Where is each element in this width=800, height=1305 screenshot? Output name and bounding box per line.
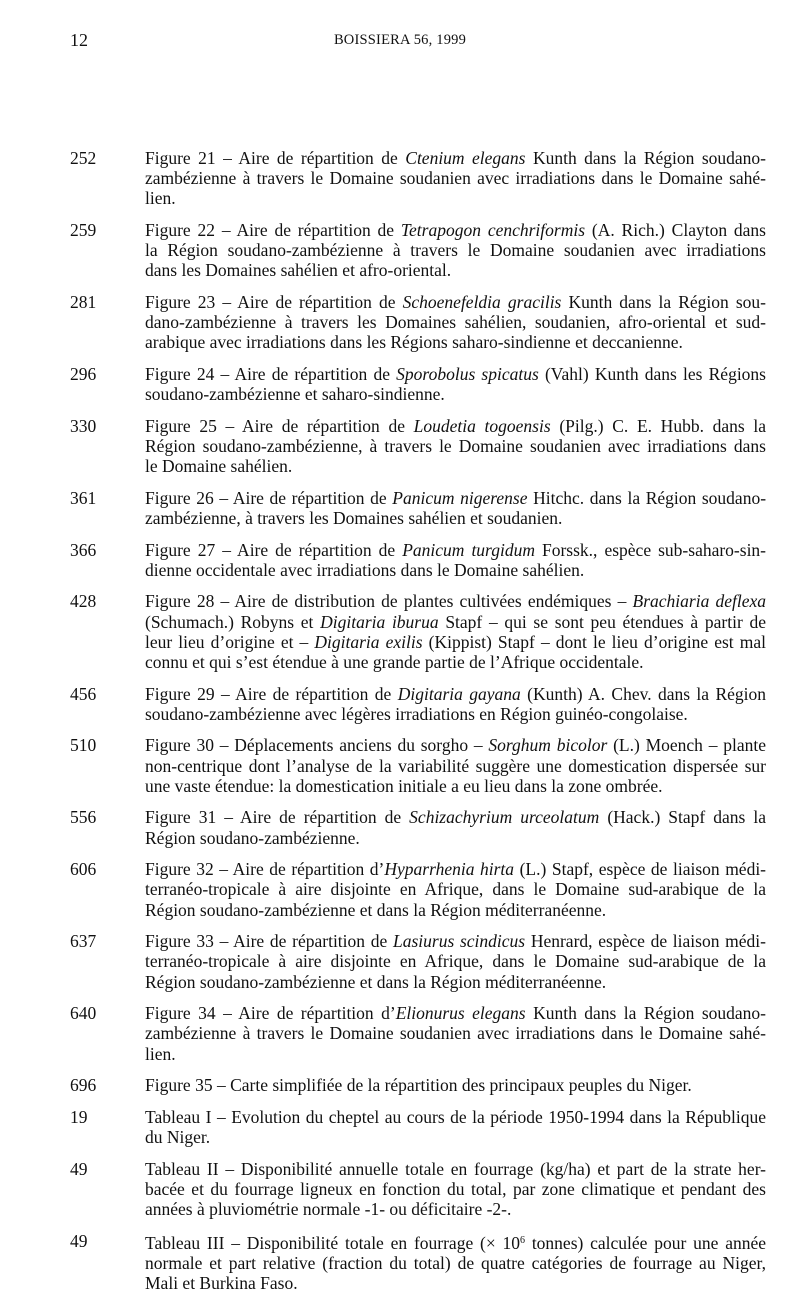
- caption-line: [145, 456, 766, 476]
- caption: [145, 591, 766, 672]
- caption-text: connu et qui s’est étendue à une grande partie de l’Afrique occidentale.: [145, 652, 644, 672]
- caption-text: zambézienne à travers le Domaine soudanien avec irradiations dans le Domaine sahé-: [145, 168, 766, 189]
- caption-text: (Kippist) Stapf – dont le lieu d’origine est mal: [422, 631, 766, 652]
- caption-text: Figure 32 – Aire de répartition d’: [145, 859, 385, 880]
- page-reference: 361: [70, 487, 97, 508]
- caption-text: (Schumach.) Robyns et: [145, 611, 321, 632]
- caption-text: (Vahl) Kunth dans les Régions: [538, 364, 766, 384]
- running-header: BOISSIERA 56, 1999: [333, 32, 467, 48]
- caption-line: [145, 756, 766, 776]
- caption-text: (L.) Moench – plante: [607, 735, 766, 756]
- caption-line: [145, 704, 766, 724]
- caption: [145, 684, 766, 724]
- caption-line: [145, 260, 766, 280]
- caption-line: [145, 332, 766, 352]
- caption-line: [145, 220, 766, 240]
- caption-text: leur lieu d’origine et –: [145, 631, 315, 652]
- caption: [145, 1075, 766, 1095]
- species-name: Panicum turgidum: [402, 539, 535, 560]
- page-reference: 19: [70, 1106, 88, 1127]
- caption-text: Figure 35 – Carte simplifiée de la répartition des principaux peuples du Niger.: [145, 1075, 692, 1096]
- caption-line: [145, 900, 766, 920]
- caption-text: Kunth dans la Région soudano-: [525, 1003, 766, 1024]
- caption-text: la Région soudano-zambézienne à travers le Domaine soudanien avec irradiations: [145, 240, 766, 261]
- caption-text: Forssk., espèce sub-saharo-sin-: [534, 539, 767, 560]
- caption-text: lien.: [145, 1043, 176, 1064]
- species-name: Ctenium elegans: [405, 148, 526, 168]
- page-number: 12: [70, 30, 88, 50]
- caption: [145, 1159, 766, 1220]
- caption-line: [145, 1179, 766, 1199]
- figure-list: [70, 148, 766, 1305]
- caption-text: Figure 28 – Aire de distribution de plantes cultivées endémiques –: [145, 591, 633, 612]
- page-reference: 556: [70, 807, 97, 828]
- caption-line: [145, 684, 766, 704]
- list-item: [70, 591, 766, 672]
- page-reference: 252: [70, 148, 97, 168]
- caption: [145, 488, 766, 528]
- caption-text: terranéo-tropicale à aire disjointe en Afrique, dans le Domaine sud-arabique de la: [145, 951, 766, 972]
- caption-line: [145, 364, 766, 384]
- caption-text: Mali et Burkina Faso.: [145, 1272, 298, 1293]
- caption-text: soudano-zambézienne et saharo-sindienne.: [145, 384, 445, 405]
- list-item: [70, 292, 766, 353]
- caption-text: Kunth dans la Région sou-: [561, 292, 766, 312]
- caption: [145, 540, 766, 580]
- caption: [145, 807, 766, 847]
- caption-line: [145, 240, 766, 260]
- caption-line: [145, 1231, 766, 1253]
- caption-line: [145, 807, 766, 827]
- list-item: [70, 220, 766, 281]
- species-name: Lasiurus scindicus: [392, 931, 526, 952]
- caption-line: [145, 168, 766, 188]
- caption-text: (Hack.) Stapf dans la: [599, 807, 766, 828]
- caption-text: le Domaine sahélien.: [145, 456, 293, 477]
- caption-text: Figure 27 – Aire de répartition de: [145, 539, 403, 560]
- caption-line: [145, 972, 766, 992]
- list-item: [70, 1003, 766, 1064]
- caption-text: (L.) Stapf, espèce de liaison médi-: [514, 859, 767, 880]
- caption-line: [145, 1075, 766, 1095]
- caption: [145, 859, 766, 920]
- caption-text: dano-zambézienne à travers les Domaines sahélien, soudanien, afro-oriental et sud-: [145, 312, 766, 333]
- caption-text: lien.: [145, 188, 176, 209]
- caption-text: Henrard, espèce de liaison médi-: [525, 931, 766, 952]
- caption-text: (Pilg.) C. E. Hubb. dans la: [550, 415, 766, 436]
- caption-line: [145, 1044, 766, 1064]
- caption-line: [145, 488, 766, 508]
- page-reference: 259: [70, 220, 97, 240]
- species-name: Tetrapogon cenchriformis: [400, 220, 586, 240]
- species-name: Loudetia togoensis: [413, 415, 551, 436]
- caption-text: non-centrique dont l’analyse de la variabilité suggère une domestication dispersée sur: [145, 755, 766, 776]
- page-reference: 510: [70, 735, 97, 756]
- caption: [145, 1107, 766, 1147]
- list-item: [70, 807, 766, 847]
- caption-text: Figure 22 – Aire de répartition de: [145, 220, 401, 240]
- caption-line: [145, 1253, 766, 1273]
- caption: [145, 1003, 766, 1064]
- caption-text: terranéo-tropicale à aire disjointe en Afrique, dans le Domaine sud-arabique de la: [145, 879, 766, 900]
- caption-text: zambézienne, à travers les Domaines sahélien et soudanien.: [145, 508, 563, 528]
- caption-line: [145, 416, 766, 436]
- caption-text: bacée et du fourrage ligneux en fonction du total, par zone climatique et pendant des: [145, 1178, 766, 1199]
- species-name: Sporobolus spicatus: [396, 364, 539, 384]
- species-name: Hyparrhenia hirta: [384, 859, 515, 880]
- caption-line: [145, 1199, 766, 1219]
- page-reference: 330: [70, 415, 97, 436]
- caption-line: [145, 188, 766, 208]
- page-reference: 696: [70, 1075, 97, 1096]
- caption-line: [145, 776, 766, 796]
- caption-text: Tableau II – Disponibilité annuelle totale en fourrage (kg/ha) et part de la strate her-: [145, 1158, 766, 1179]
- page-reference: 296: [70, 364, 97, 384]
- caption-text: Stapf – qui se sont peu étendues à partir de: [438, 611, 766, 632]
- caption-text: Hitchc. dans la Région soudano-: [527, 487, 767, 508]
- caption-line: [145, 436, 766, 456]
- caption-line: [145, 951, 766, 971]
- list-item: [70, 735, 766, 796]
- caption: [145, 364, 766, 404]
- species-name: Panicum nigerense: [392, 487, 528, 508]
- caption-line: [145, 1127, 766, 1147]
- caption-text: Figure 24 – Aire de répartition de: [145, 364, 397, 384]
- caption-line: [145, 560, 766, 580]
- caption-text: Figure 33 – Aire de répartition de: [145, 931, 393, 952]
- species-name: Digitaria gayana: [397, 683, 521, 704]
- caption-text: 6: [520, 1234, 526, 1246]
- caption-text: arabique avec irradiations dans les Régions saharo-sindienne et deccanienne.: [145, 332, 683, 353]
- page-reference: 281: [70, 292, 97, 312]
- list-item: [70, 684, 766, 724]
- caption-line: [145, 148, 766, 168]
- list-item: [70, 859, 766, 920]
- species-name: Digitaria exilis: [314, 631, 423, 652]
- caption-text: Kunth dans la Région soudano-: [525, 148, 766, 168]
- caption-line: [145, 735, 766, 755]
- caption: [145, 931, 766, 992]
- list-item: [70, 488, 766, 528]
- caption-text: Tableau III – Disponibilité totale en fourrage (× 10: [145, 1232, 521, 1253]
- caption-text: Figure 31 – Aire de répartition de: [145, 807, 410, 828]
- caption-text: tonnes) calculée pour une année: [525, 1232, 766, 1253]
- caption-line: [145, 292, 766, 312]
- page-reference: 49: [70, 1230, 88, 1251]
- caption-text: du Niger.: [145, 1126, 211, 1147]
- caption: [145, 1231, 766, 1294]
- caption-text: zambézienne à travers le Domaine soudanien avec irradiations dans le Domaine sahé-: [145, 1023, 766, 1044]
- page-reference: 606: [70, 859, 97, 880]
- species-name: Sorghum bicolor: [488, 735, 608, 756]
- species-name: Schizachyrium urceolatum: [409, 807, 600, 828]
- caption-text: Région soudano-zambézienne.: [145, 827, 360, 848]
- caption-text: Région soudano-zambézienne et dans la Région méditerranéenne.: [145, 899, 607, 920]
- caption-line: [145, 1003, 766, 1023]
- caption-text: normale et part relative (fraction du total) de quatre catégories de fourrage au Niger,: [145, 1252, 766, 1273]
- list-item: [70, 1231, 766, 1294]
- caption-text: (A. Rich.) Clayton dans: [585, 220, 766, 240]
- caption-text: Figure 26 – Aire de répartition de: [145, 487, 393, 508]
- caption-line: [145, 612, 766, 632]
- species-name: Brachiaria deflexa: [632, 591, 767, 612]
- caption-text: Figure 21 – Aire de répartition de: [145, 148, 406, 168]
- list-item: [70, 1159, 766, 1220]
- page-reference: 640: [70, 1003, 97, 1024]
- caption-line: [145, 828, 766, 848]
- list-item: [70, 416, 766, 477]
- list-item: [70, 364, 766, 404]
- caption-text: Région soudano-zambézienne, à travers le Domaine soudanien avec irradiations dans: [145, 436, 766, 456]
- caption: [145, 292, 766, 353]
- species-name: Elionurus elegans: [395, 1003, 526, 1024]
- caption-line: [145, 1107, 766, 1127]
- page-reference: 428: [70, 591, 97, 612]
- list-item: [70, 931, 766, 992]
- caption-line: [145, 931, 766, 951]
- caption-text: une vaste étendue: la domestication initiale a eu lieu dans la zone ombrée.: [145, 775, 663, 796]
- caption-line: [145, 1159, 766, 1179]
- caption-line: [145, 652, 766, 672]
- caption-line: [145, 859, 766, 879]
- page-reference: 637: [70, 931, 97, 952]
- caption-text: Région soudano-zambézienne et dans la Région méditerranéenne.: [145, 971, 607, 992]
- list-item: [70, 1107, 766, 1147]
- list-item: [70, 540, 766, 580]
- caption-line: [145, 1273, 766, 1293]
- caption-line: [145, 1023, 766, 1043]
- caption-line: [145, 632, 766, 652]
- caption-line: [145, 591, 766, 611]
- caption-text: dienne occidentale avec irradiations dans le Domaine sahélien.: [145, 559, 585, 580]
- page-reference: 49: [70, 1158, 88, 1179]
- caption: [145, 416, 766, 477]
- caption-line: [145, 508, 766, 528]
- caption: [145, 735, 766, 796]
- caption-text: Figure 25 – Aire de répartition de: [145, 415, 414, 436]
- species-name: Digitaria iburua: [320, 611, 439, 632]
- caption-text: Figure 29 – Aire de répartition de: [145, 683, 398, 704]
- caption-text: dans les Domaines sahélien et afro-oriental.: [145, 260, 452, 281]
- caption-line: [145, 384, 766, 404]
- caption-text: Figure 23 – Aire de répartition de: [145, 292, 403, 312]
- caption: [145, 148, 766, 209]
- species-name: Schoenefeldia gracilis: [402, 292, 562, 312]
- caption: [145, 220, 766, 281]
- caption-line: [145, 540, 766, 560]
- caption-text: Tableau I – Evolution du cheptel au cours de la période 1950-1994 dans la République: [145, 1106, 766, 1127]
- caption-line: [145, 879, 766, 899]
- page-reference: 366: [70, 539, 97, 560]
- page-reference: 456: [70, 683, 97, 704]
- list-item: [70, 148, 766, 209]
- caption-line: [145, 312, 766, 332]
- caption-text: (Kunth) A. Chev. dans la Région: [520, 683, 767, 704]
- caption-text: Figure 34 – Aire de répartition d’: [145, 1003, 396, 1024]
- caption-text: années à pluviométrie normale -1- ou déficitaire -2-.: [145, 1198, 512, 1219]
- caption-text: Figure 30 – Déplacements anciens du sorgho –: [145, 735, 489, 756]
- list-item: [70, 1075, 766, 1095]
- caption-text: soudano-zambézienne avec légères irradiations en Région guinéo-congolaise.: [145, 703, 688, 724]
